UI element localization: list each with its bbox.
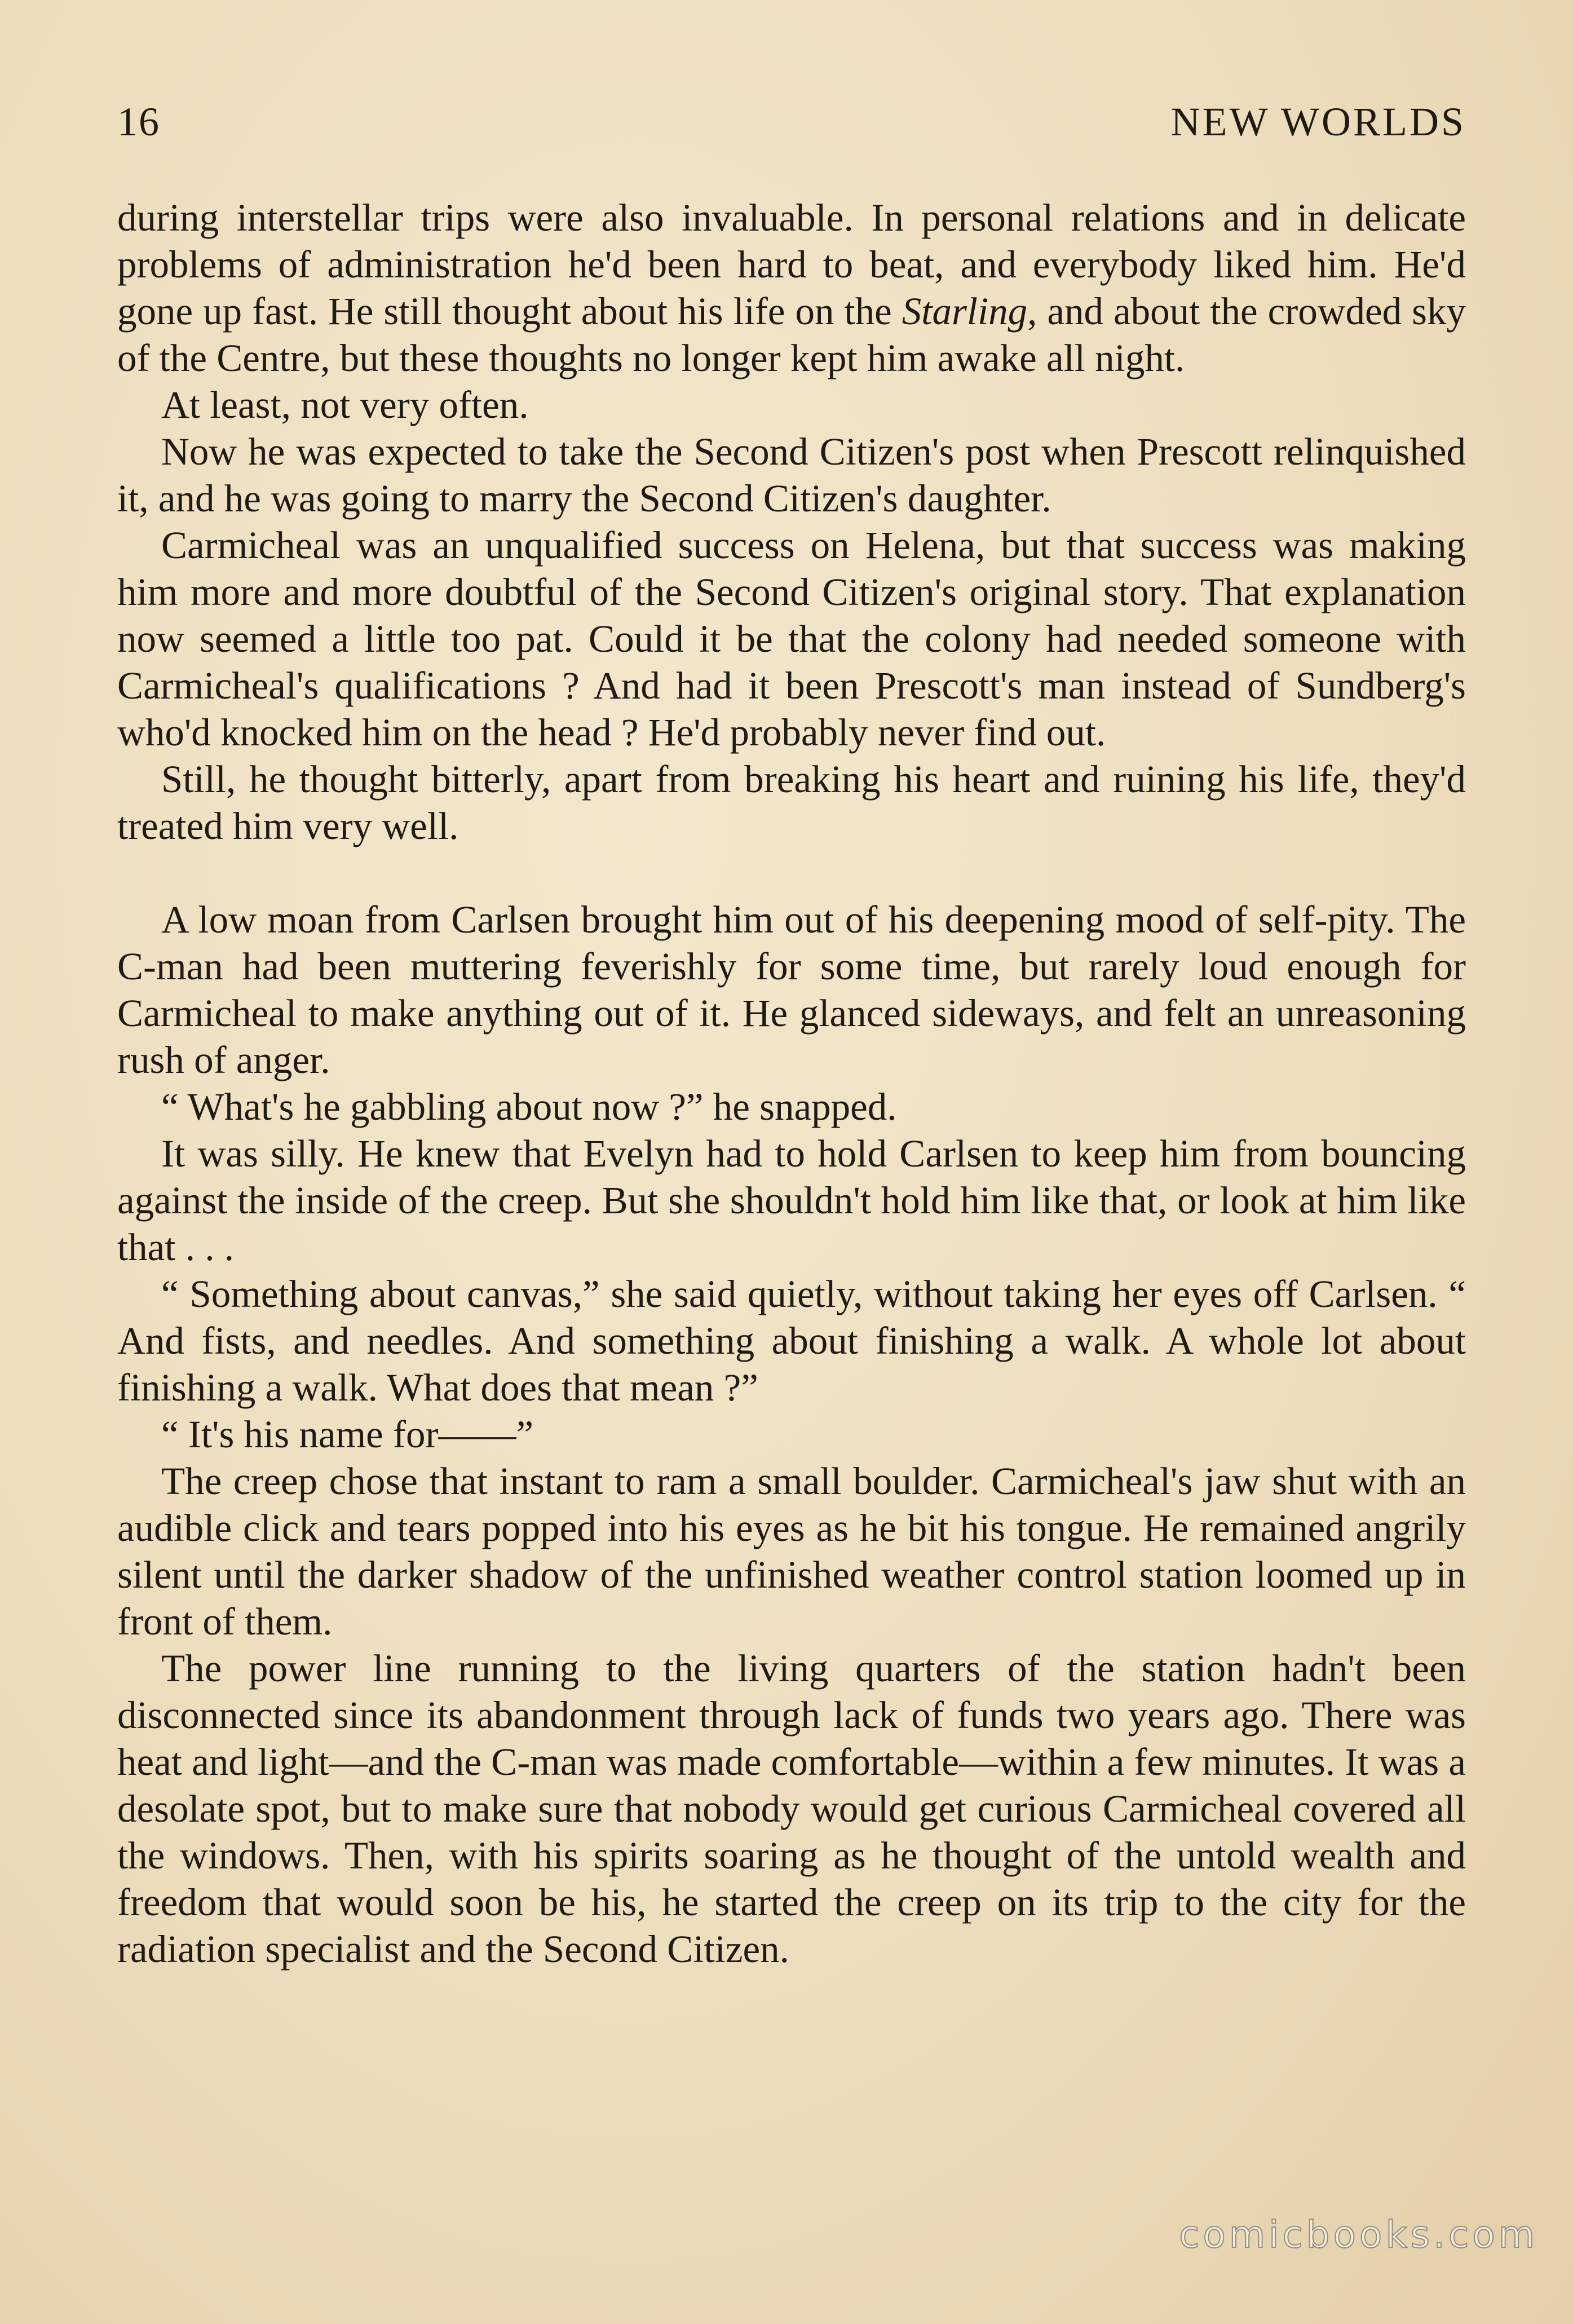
paragraph: Carmicheal was an unqualified success on Helena, but that success was making him more and more doubtful of the Second Citizen's original story. That explanation now seemed a little too pat. Could it be that the colony had needed someone with Carmicheal's qualifications ? And had it been Prescott's man instead of Sundberg's who'd knocked him on the head ? He'd probably never find out. xyxy=(117,524,1466,754)
page-number: 16 xyxy=(117,99,160,144)
paragraph: The power line running to the living quarters of the station hadn't been disconnected since its abandonment through lack of funds two years ago. There was heat and light—and the C-man was made comfortable—within a few minutes. It was a desolate spot, but to make sure that nobody would get curious Carmicheal covered all the windows. Then, with his spirits soaring as he thought of the untold wealth and freedom that would soon be his, he started the creep on its trip to the city for the radiation specialist and the Second Citizen. xyxy=(117,1647,1466,1970)
paragraph-text: during interstellar trips were also invaluable. In personal relations and in delicate problems of administration he'd been hard to beat, and everybody liked him. He'd gone up fast. He still thought about his life on the xyxy=(117,196,1466,333)
page-header xyxy=(117,99,1466,155)
paragraph: “ What's he gabbling about now ?” he snapped. xyxy=(161,1085,897,1128)
paragraph: “ It's his name for——” xyxy=(161,1413,534,1456)
paragraph xyxy=(117,195,1466,382)
paragraph: It was silly. He knew that Evelyn had to hold Carlsen to keep him from bouncing against the inside of the creep. But she shouldn't hold him like that, or look at him like that . . . xyxy=(117,1132,1466,1269)
ship-name: Starling xyxy=(902,290,1028,333)
section-break xyxy=(117,850,1466,896)
paragraph-text: , and about the crowded sky of the Centre, but these thoughts no longer kept him awake all night. xyxy=(117,290,1466,379)
running-head: NEW WORLDS xyxy=(1170,99,1466,144)
watermark: comicbooks.com xyxy=(1179,2213,1538,2256)
page-body xyxy=(117,195,1466,1973)
paragraph: “ Something about canvas,” she said quietly, without taking her eyes off Carlsen. “ And fists, and needles. And something about finishing a walk. A whole lot about finishing a walk. What does that mean ?” xyxy=(117,1273,1466,1409)
paragraph: A low moan from Carlsen brought him out of his deepening mood of self-pity. The C-man had been muttering feverishly for some time, but rarely loud enough for Carmicheal to make anything out of it. He glanced sideways, and felt an unreasoning rush of anger. xyxy=(117,898,1466,1081)
paragraph: Still, he thought bitterly, apart from breaking his heart and ruining his life, they'd treated him very well. xyxy=(117,758,1466,847)
paragraph: The creep chose that instant to ram a small boulder. Carmicheal's jaw shut with an audible click and tears popped into his eyes as he bit his tongue. He remained angrily silent until the darker shadow of the unfinished weather control station loomed up in front of them. xyxy=(117,1460,1466,1643)
paragraph: At least, not very often. xyxy=(161,383,529,426)
paragraph: Now he was expected to take the Second Citizen's post when Prescott relinquished it, and he was going to marry the Second Citizen's daughter. xyxy=(117,430,1466,520)
